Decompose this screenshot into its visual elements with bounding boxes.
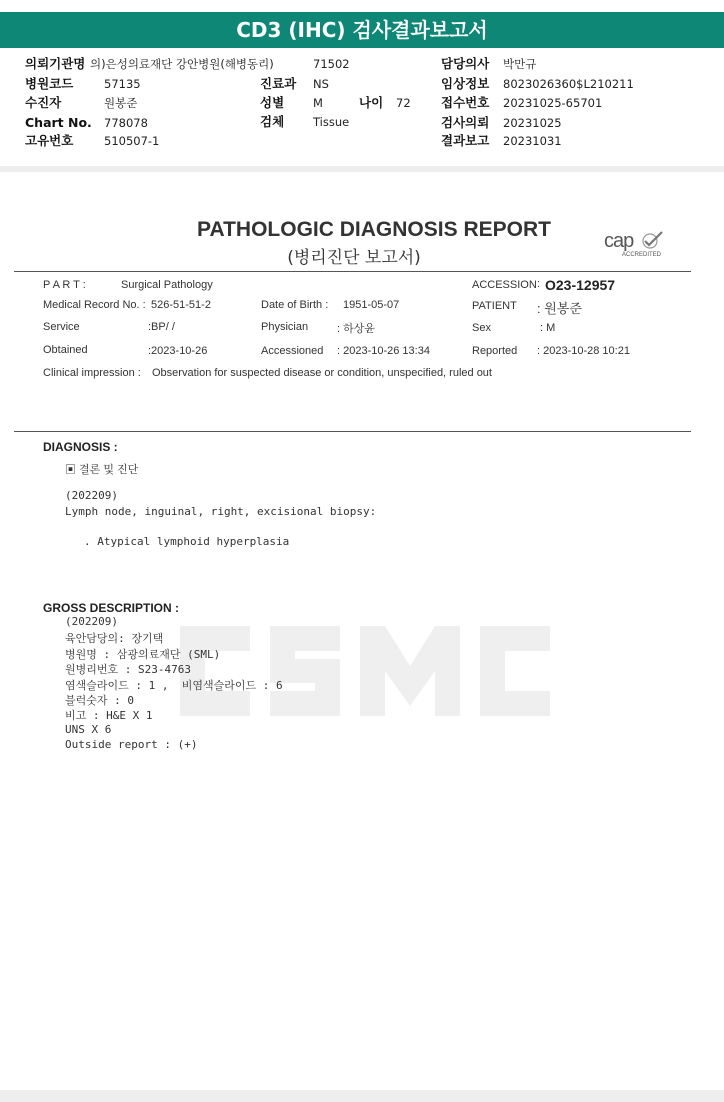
doctor-label: 담당의사 xyxy=(441,56,490,71)
clinical-impression-value: Observation for suspected disease or condition, unspecified, ruled out xyxy=(152,367,492,379)
watermark-logo-icon xyxy=(160,606,560,736)
gross-line: UNS X 6 xyxy=(65,723,112,736)
patient-label: 수진자 xyxy=(25,95,62,110)
diagnosis-title: DIAGNOSIS : xyxy=(43,440,118,454)
part-label: P A R T : xyxy=(43,279,86,291)
sex-label: 성별 xyxy=(260,95,285,110)
report-subtitle: (병리진단 보고서) xyxy=(287,248,421,268)
hospital-code-value: 57135 xyxy=(104,77,141,91)
reported-value: : 2023-10-28 10:21 xyxy=(537,345,630,357)
clinical-info-label: 임상정보 xyxy=(441,76,490,91)
cap-logo-text: cap xyxy=(604,230,634,252)
part-value: Surgical Pathology xyxy=(121,279,213,291)
pathology-report xyxy=(0,172,724,1090)
institution-value: 의)은성의료재단 강안병원(해병동리) xyxy=(90,57,274,71)
obtained-label: Obtained xyxy=(43,344,88,356)
sex-value: M xyxy=(313,96,323,110)
diagnosis-code: (202209) xyxy=(65,489,118,502)
gross-line: 원병리번호 : S23-4763 xyxy=(65,663,191,676)
institution-code: 71502 xyxy=(313,57,350,71)
receipt-no-label: 접수번호 xyxy=(441,95,490,110)
receipt-no-value: 20231025-65701 xyxy=(503,96,603,110)
report-title: PATHOLOGIC DIAGNOSIS REPORT xyxy=(197,218,551,241)
patient-value: 원봉준 xyxy=(104,96,138,110)
specimen-value: Tissue xyxy=(313,115,350,129)
diagnosis-rule xyxy=(14,431,691,432)
request-info-panel xyxy=(0,48,724,166)
accession-value: O23-12957 xyxy=(545,277,616,293)
gross-line: 병원명 : 삼광의료재단 (SML) xyxy=(65,648,221,661)
department-label: 진료과 xyxy=(260,76,297,91)
report-date-label: 결과보고 xyxy=(441,133,490,148)
top-strip xyxy=(0,0,724,12)
accession-label: ACCESSION xyxy=(472,279,537,291)
clinical-info-value: 8023026360$L210211 xyxy=(503,77,634,91)
service-label: Service xyxy=(43,321,80,333)
diagnosis-finding: . Atypical lymphoid hyperplasia xyxy=(84,535,290,548)
unique-no-label: 고유번호 xyxy=(25,133,74,148)
gross-line: 블럭숫자 : 0 xyxy=(65,694,134,707)
institution-label: 의뢰기관명 xyxy=(25,56,86,71)
hospital-code-label: 병원코드 xyxy=(25,76,74,91)
accessioned-label: Accessioned xyxy=(261,345,324,357)
checkmark-icon xyxy=(638,230,664,250)
gross-description-title: GROSS DESCRIPTION : xyxy=(43,601,180,615)
patient-value: : 원봉준 xyxy=(537,301,582,316)
page-title: CD3 (IHC) 검사결과보고서 xyxy=(0,12,724,48)
gross-line: 육안담당의: 장기택 xyxy=(65,632,164,645)
physician-value: : 하상윤 xyxy=(337,323,375,335)
service-value: :BP/ / xyxy=(148,321,175,333)
chart-value: 778078 xyxy=(104,116,148,130)
department-value: NS xyxy=(313,77,329,91)
obtained-value: :2023-10-26 xyxy=(148,345,208,357)
cap-logo-subtext: ACCREDITED xyxy=(622,252,662,258)
gross-line: Outside report : (+) xyxy=(65,738,198,751)
request-date-label: 검사의뢰 xyxy=(441,115,490,130)
physician-label: Physician xyxy=(261,321,309,333)
report-date-value: 20231031 xyxy=(503,134,562,148)
gross-line: 비고 : H&E X 1 xyxy=(65,709,153,722)
accessioned-value: : 2023-10-26 13:34 xyxy=(337,345,430,357)
diagnosis-heading: ▣ 결론 및 진단 xyxy=(65,464,139,476)
sex-value: : M xyxy=(540,322,556,334)
patient-label: PATIENT xyxy=(472,300,517,312)
gross-line: (202209) xyxy=(65,615,118,628)
cap-accredited-logo xyxy=(600,228,670,262)
dob-label: Date of Birth : xyxy=(261,299,329,311)
chart-label: Chart No. xyxy=(25,115,92,130)
accession-colon: : xyxy=(537,278,541,290)
bottom-strip xyxy=(0,1090,724,1102)
gross-line: 염색슬라이드 : 1 , 비염색슬라이드 : 6 xyxy=(65,679,283,692)
mrn-label: Medical Record No. : xyxy=(43,299,146,311)
specimen-label: 검체 xyxy=(260,114,285,129)
request-date-value: 20231025 xyxy=(503,116,562,130)
mrn-value: 526-51-51-2 xyxy=(151,299,211,311)
age-value: 72 xyxy=(396,96,411,110)
age-label: 나이 xyxy=(359,95,384,110)
header-rule xyxy=(14,271,691,272)
doctor-value: 박만규 xyxy=(503,57,537,71)
unique-no-value: 510507-1 xyxy=(104,134,160,148)
sex-label: Sex xyxy=(472,322,491,334)
clinical-impression-label: Clinical impression : xyxy=(43,367,141,379)
reported-label: Reported xyxy=(472,345,518,357)
dob-value: 1951-05-07 xyxy=(343,299,400,311)
diagnosis-site: Lymph node, inguinal, right, excisional biopsy: xyxy=(65,505,377,518)
